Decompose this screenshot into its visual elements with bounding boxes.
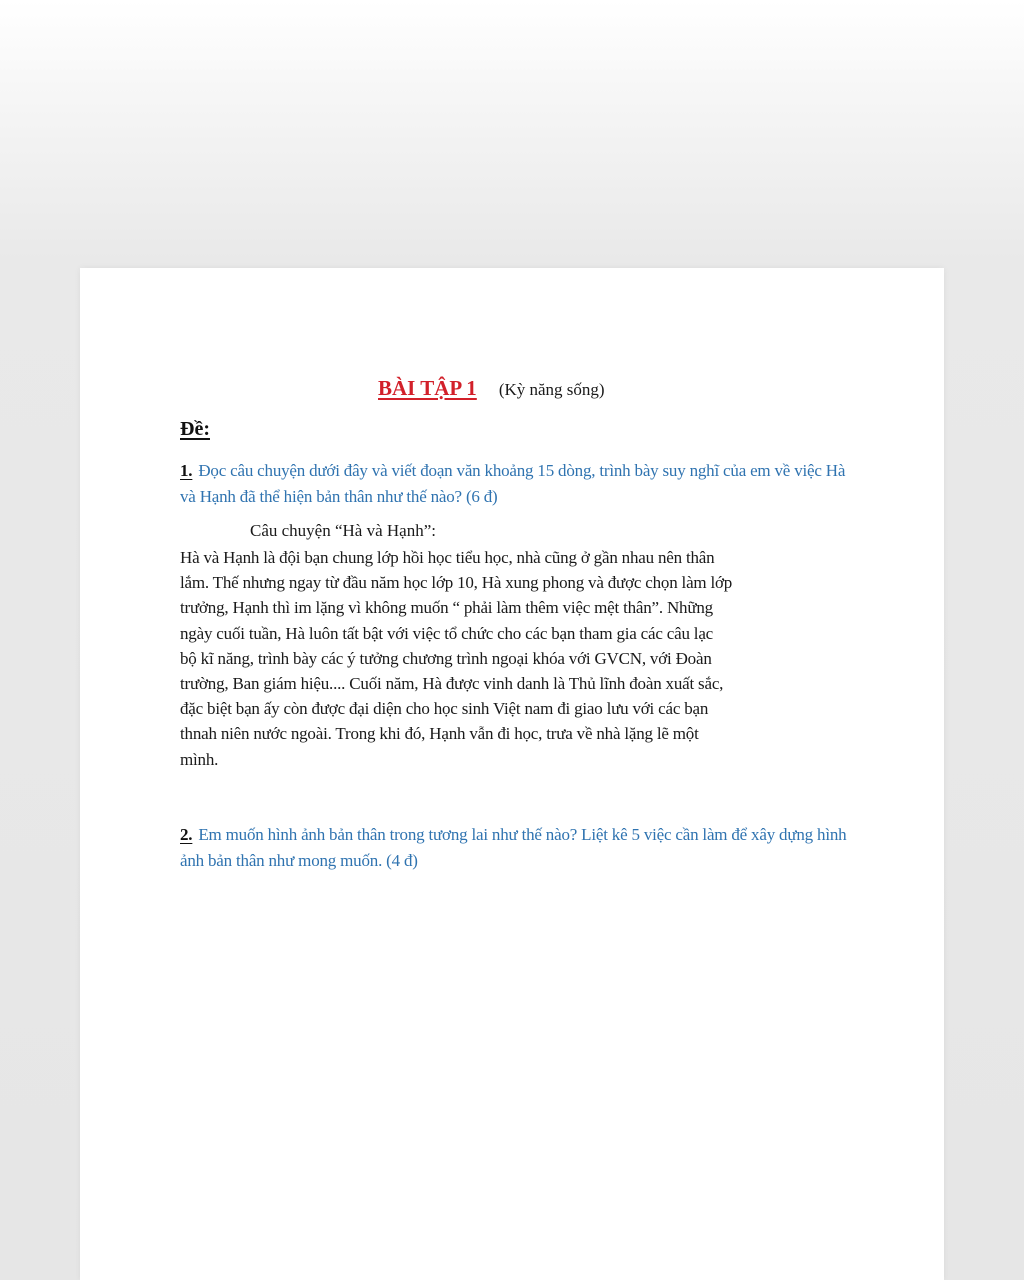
story-line: trưởng, Hạnh thì im lặng vì không muốn “ phải làm thêm việc mệt thân”. Những bbox=[180, 598, 713, 618]
story-line: đặc biệt bạn ấy còn được đại diện cho học sinh Việt nam đi giao lưu với các bạn bbox=[180, 699, 709, 719]
story-line: mình. bbox=[180, 749, 219, 769]
story-title: Câu chuyện “Hà và Hạnh”: bbox=[250, 521, 436, 540]
page-title: BÀI TẬP 1 bbox=[378, 376, 477, 400]
title-row bbox=[378, 376, 605, 401]
story-line: bộ kĩ năng, trình bày các ý tưởng chương trình ngoại khóa với GVCN, với Đoàn bbox=[180, 648, 712, 668]
question-1-number: 1. bbox=[180, 461, 193, 480]
question-2-text: Em muốn hình ảnh bản thân trong tương lai như thế nào? Liệt kê 5 việc cần làm để xây dựng hình ảnh bản thân như mong muốn. (4 đ) bbox=[180, 825, 847, 870]
question-1 bbox=[180, 458, 848, 510]
page-subtitle: (Kỳ năng sống) bbox=[498, 380, 605, 399]
story-line: thnah niên nước ngoài. Trong khi đó, Hạnh vẫn đi học, trưa về nhà lặng lẽ một bbox=[180, 724, 699, 744]
story-line: Hà và Hạnh là đội bạn chung lớp hồi học tiểu học, nhà cũng ở gần nhau nên thân bbox=[180, 548, 715, 567]
question-2-number: 2. bbox=[180, 825, 193, 844]
story-line: ngày cuối tuần, Hà luôn tất bật với việc tổ chức cho các bạn tham gia các câu lạc bbox=[180, 623, 714, 643]
assignment-label: Đề: bbox=[180, 418, 210, 440]
story-line: lắm. Thế nhưng ngay từ đầu năm học lớp 10, Hà xung phong và được chọn làm lớp bbox=[180, 573, 733, 593]
story-body bbox=[180, 545, 848, 772]
question-1-text: Đọc câu chuyện dưới đây và viết đoạn văn khoảng 15 dòng, trình bày suy nghĩ của em về việc Hà và Hạnh đã thể hiện bản thân như thế nào? (6 đ) bbox=[180, 461, 846, 506]
document-page bbox=[80, 268, 944, 1280]
story-line: trường, Ban giám hiệu.... Cuối năm, Hà được vinh danh là Thủ lĩnh đoàn xuất sắc, bbox=[180, 674, 724, 694]
question-2 bbox=[180, 822, 848, 874]
